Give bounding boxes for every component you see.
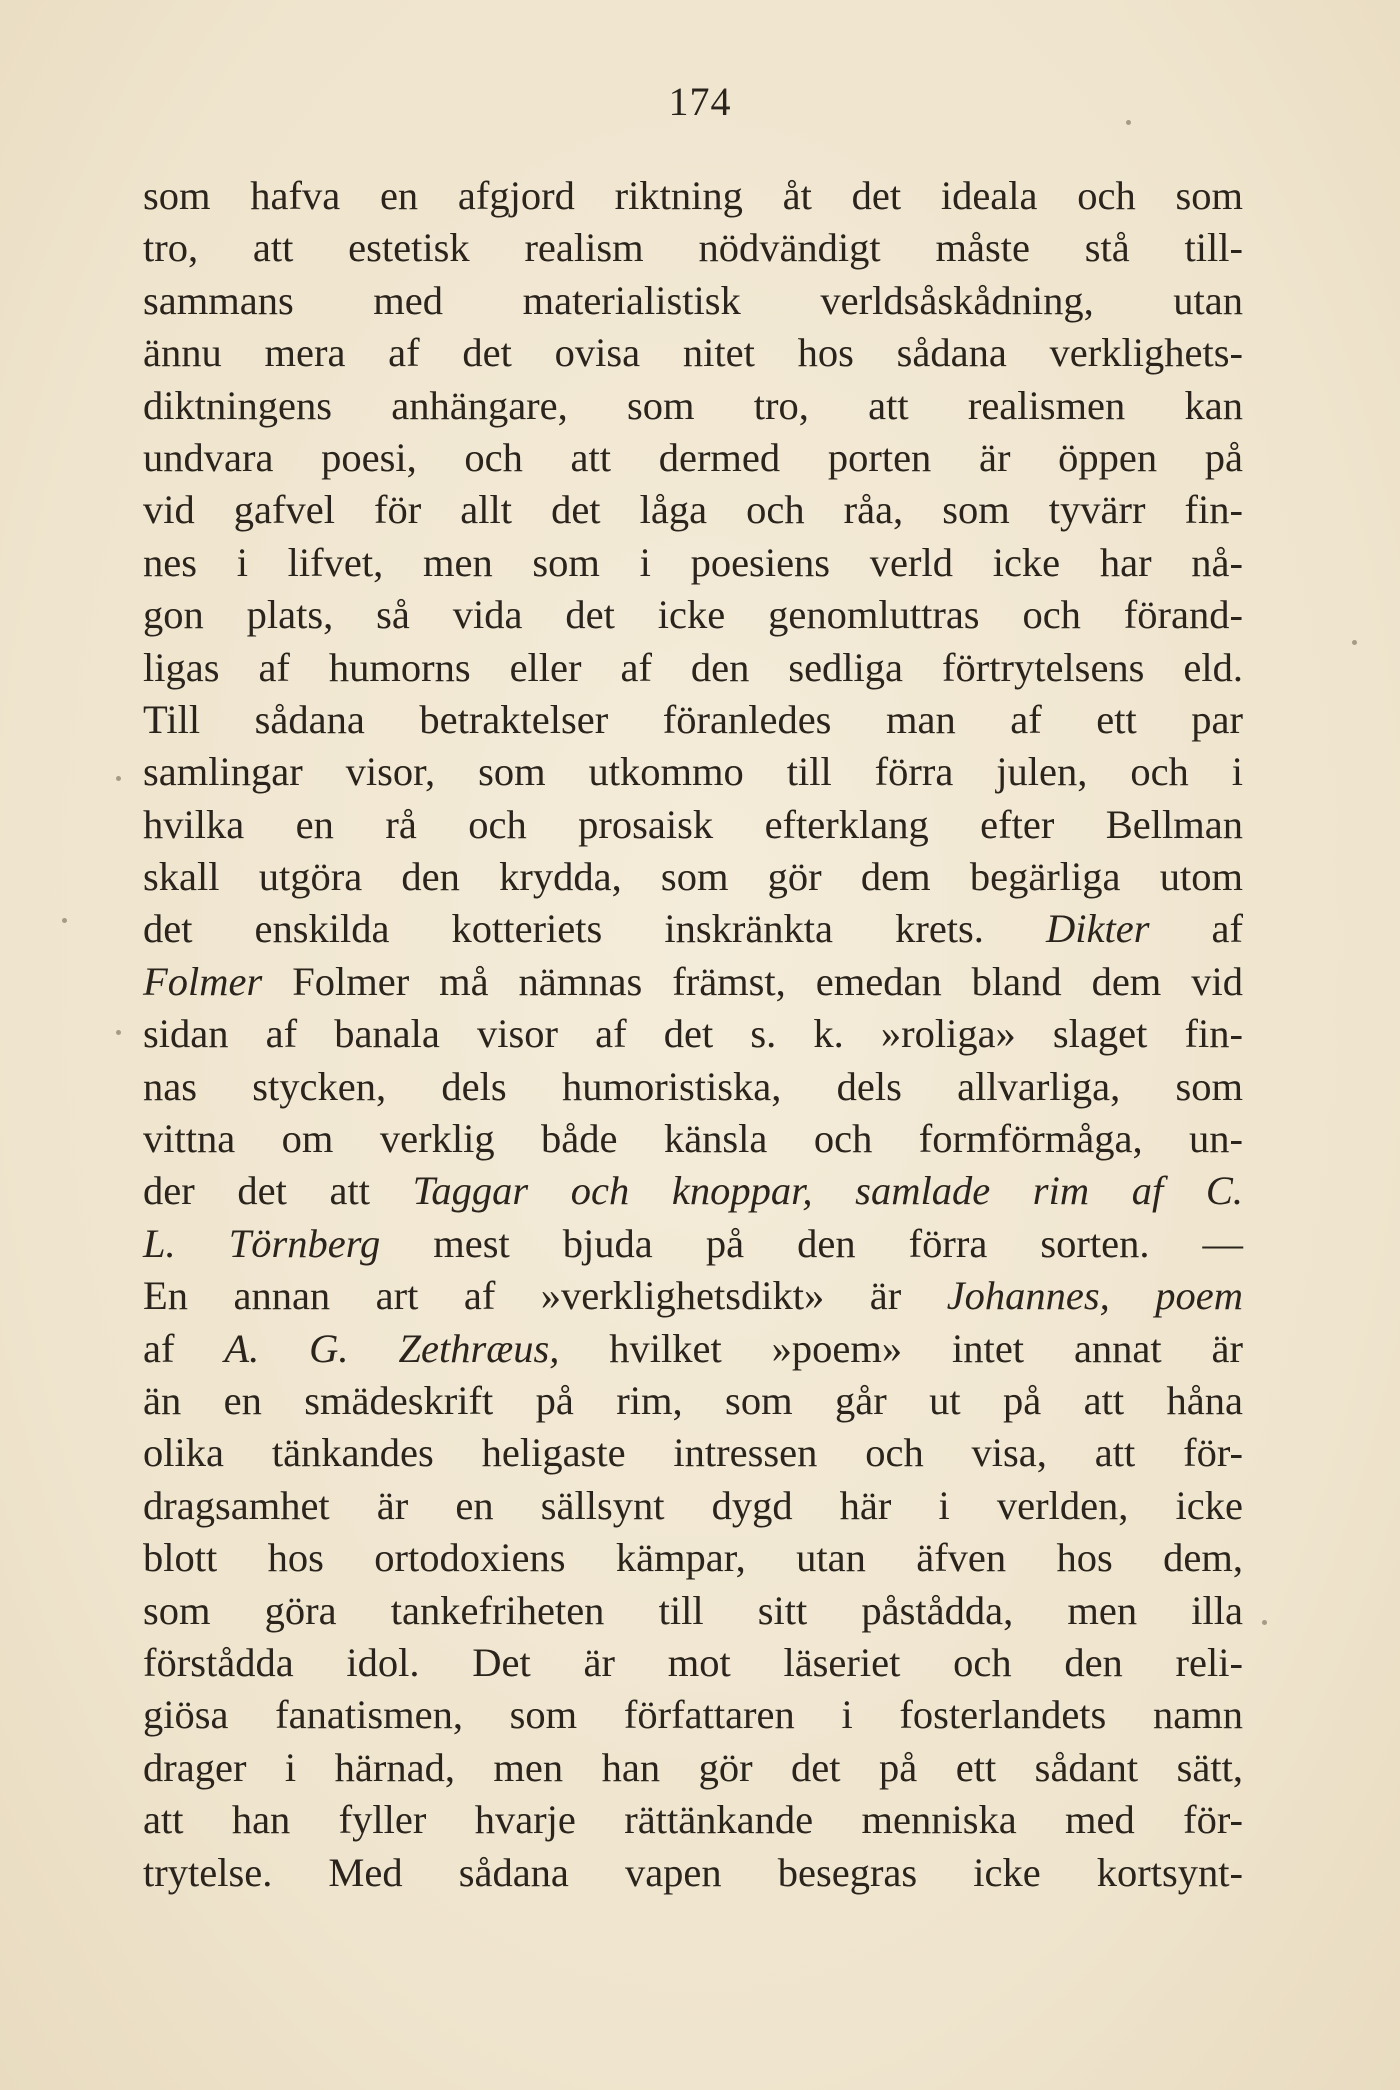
text-segment: af [1211, 906, 1243, 952]
text-segment: mest bjuda på den förra sorten. — [433, 1220, 1243, 1266]
italic-title: Johannes, poem [946, 1273, 1243, 1319]
text-line: ännu mera af det ovisa nitet hos sådana verklighets- [143, 330, 1243, 376]
text-line: som göra tankefriheten till sitt påstådda, men illa [143, 1587, 1243, 1633]
text-line: vittna om verklig både känsla och formförmåga, un- [143, 1116, 1243, 1162]
text-segment: der det att [143, 1168, 370, 1214]
text-line: att han fyller hvarje rättänkande menniska med för- [143, 1797, 1243, 1843]
text-segment: det enskilda kotteriets inskränkta krets. [143, 906, 984, 952]
text-line: som hafva en afgjord riktning åt det ideala och som [143, 173, 1243, 218]
italic-name: L. Törnberg [143, 1220, 381, 1266]
text-line-mixed [143, 1323, 1243, 1375]
text-line: gon plats, så vida det icke genomluttras och förand- [143, 592, 1243, 638]
text-segment: hvilket »poem» intet annat är [609, 1325, 1244, 1371]
text-line-mixed [143, 1218, 1243, 1270]
text-line-mixed [143, 1270, 1243, 1322]
paper-speck [1262, 1620, 1267, 1625]
body-text [143, 170, 1243, 1899]
text-line: nes i lifvet, men som i poesiens verld icke har nå- [143, 539, 1243, 585]
text-line: vid gafvel för allt det låga och råa, som tyvärr fin- [143, 487, 1243, 533]
text-line: drager i härnad, men han gör det på ett sådant sätt, [143, 1744, 1243, 1790]
text-line: sidan af banala visor af det s. k. »roliga» slaget fin- [143, 1011, 1243, 1057]
text-line: blott hos ortodoxiens kämpar, utan äfven hos dem, [143, 1535, 1243, 1581]
text-line-mixed [143, 1165, 1243, 1217]
text-line-mixed [143, 956, 1243, 1008]
text-line: hvilka en rå och prosaisk efterklang efter Bellman [143, 801, 1243, 847]
paper-speck [1126, 120, 1131, 125]
text-segment: Folmer må nämnas främst, emedan bland dem vid [292, 958, 1243, 1004]
text-line: trytelse. Med sådana vapen besegras icke kortsynt- [143, 1849, 1243, 1895]
italic-name: Folmer [143, 958, 263, 1004]
text-line: diktningens anhängare, som tro, att realismen kan [143, 382, 1243, 428]
text-line: Till sådana betraktelser föranledes man af ett par [143, 696, 1243, 742]
text-line: förstådda idol. Det är mot läseriet och den reli- [143, 1639, 1243, 1685]
text-line: samlingar visor, som utkommo till förra julen, och i [143, 749, 1243, 795]
text-line: ligas af humorns eller af den sedliga förtrytelsens eld. [143, 644, 1243, 690]
paper-speck [116, 776, 121, 781]
text-line: än en smädeskrift på rim, som går ut på att håna [143, 1377, 1243, 1423]
text-line: sammans med materialistisk verldsåskådning, utan [143, 277, 1243, 323]
text-line: dragsamhet är en sällsynt dygd här i verlden, icke [143, 1482, 1243, 1528]
text-line-mixed [143, 903, 1243, 955]
text-segment: af [143, 1325, 175, 1371]
paper-speck [1352, 640, 1357, 645]
text-line: skall utgöra den krydda, som gör dem begärliga utom [143, 854, 1243, 900]
paper-speck [62, 918, 67, 923]
italic-title: Taggar och knoppar, samlade rim af C. [412, 1168, 1243, 1214]
paper-speck [116, 1030, 121, 1035]
text-line: tro, att estetisk realism nödvändigt måste stå till- [143, 225, 1243, 271]
page-number: 174 [668, 79, 732, 124]
text-line: giösa fanatismen, som författaren i fosterlandets namn [143, 1692, 1243, 1738]
text-line: undvara poesi, och att dermed porten är öppen på [143, 434, 1243, 480]
italic-name: A. G. Zethræus, [224, 1325, 560, 1371]
text-segment: En annan art af »verklighetsdikt» är [143, 1273, 902, 1319]
text-line: olika tänkandes heligaste intressen och visa, att för- [143, 1430, 1243, 1476]
italic-title: Dikter [1046, 906, 1150, 952]
text-line: nas stycken, dels humoristiska, dels allvarliga, som [143, 1063, 1243, 1109]
